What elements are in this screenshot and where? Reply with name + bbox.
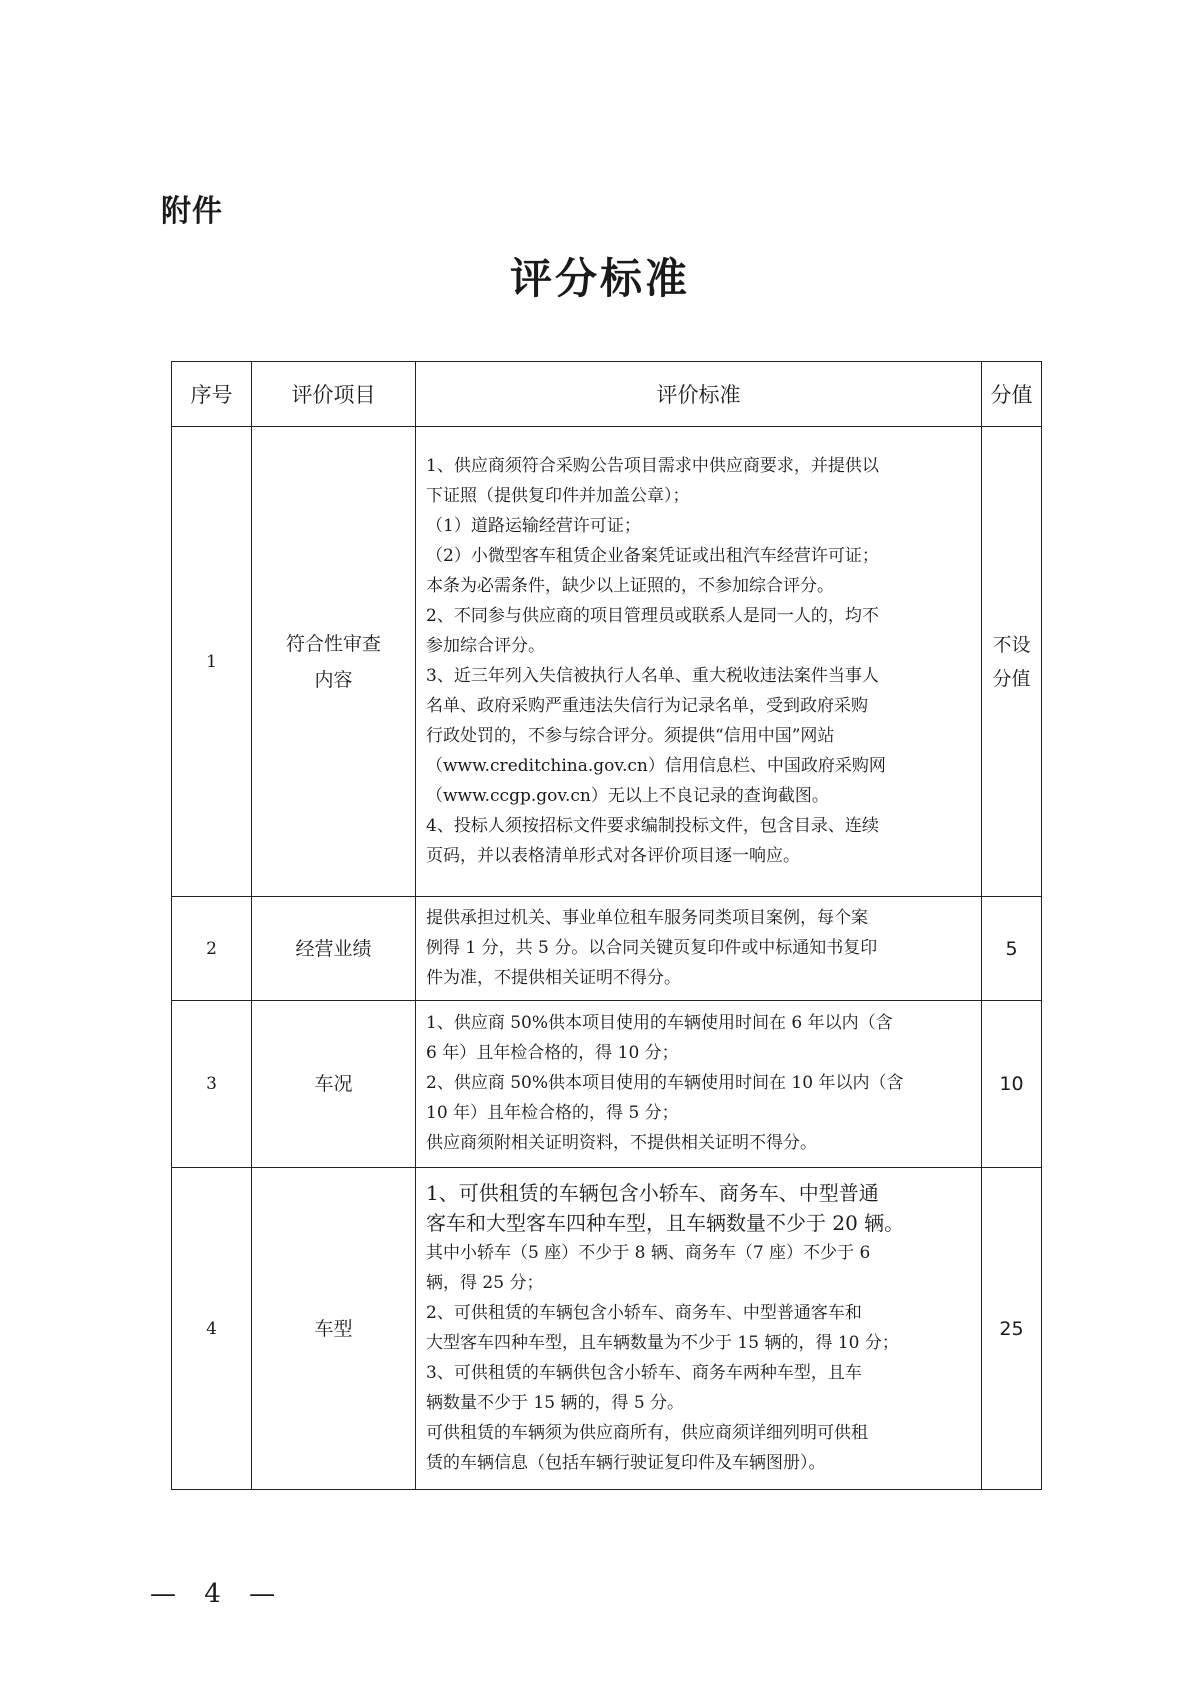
page-number: — 4 —: [150, 1579, 286, 1609]
table-row: [172, 427, 1042, 897]
score-value: [982, 897, 1042, 1001]
criteria-line: 大型客车四种车型，且车辆数量为不少于 15 辆的，得 10 分；: [426, 1332, 899, 1353]
score-line: 25: [999, 1317, 1024, 1340]
row-number: 1: [172, 427, 252, 897]
evaluation-criteria: [416, 427, 982, 897]
item-line: 符合性审查: [285, 632, 381, 655]
row-number: 2: [172, 897, 252, 1001]
criteria-line: 1、供应商须符合采购公告项目需求中供应商要求，并提供以: [426, 455, 879, 476]
table-row: [172, 1168, 1042, 1490]
evaluation-item: [252, 897, 416, 1001]
criteria-line: （www.creditchina.gov.cn）信用信息栏、中国政府采购网: [426, 755, 886, 776]
item-line: 经营业绩: [295, 937, 372, 960]
item-line: 内容: [314, 668, 353, 691]
score-value: [982, 427, 1042, 897]
criteria-line: 名单、政府采购严重违法失信行为记录名单，受到政府采购: [426, 695, 868, 716]
criteria-line: 页码，并以表格清单形式对各评价项目逐一响应。: [426, 845, 800, 866]
item-line: 车况: [314, 1073, 353, 1095]
criteria-line: （2）小微型客车租赁企业备案凭证或出租汽车经营许可证；: [426, 545, 879, 566]
criteria-line: 4、投标人须按招标文件要求编制投标文件，包含目录、连续: [426, 815, 879, 836]
criteria-line: 10 年）且年检合格的，得 5 分；: [426, 1103, 679, 1123]
evaluation-criteria: [416, 1001, 982, 1168]
table-row: [172, 897, 1042, 1001]
score-line: 不设: [992, 633, 1031, 656]
row-number: 3: [172, 1001, 252, 1168]
criteria-line: 辆数量不少于 15 辆的，得 5 分。: [426, 1392, 685, 1413]
criteria-line: 1、可供租赁的车辆包含小轿车、商务车、中型普通: [426, 1180, 879, 1205]
scoring-table: [171, 361, 1042, 1490]
criteria-line: 赁的车辆信息（包括车辆行驶证复印件及车辆图册）。: [426, 1452, 826, 1473]
criteria-line: 6 年）且年检合格的，得 10 分；: [426, 1043, 679, 1063]
criteria-line: 辆，得 25 分；: [426, 1272, 544, 1293]
criteria-line: 提供承担过机关、事业单位租车服务同类项目案例，每个案: [426, 907, 868, 928]
evaluation-criteria: [416, 1168, 982, 1490]
evaluation-criteria: [416, 897, 982, 1001]
criteria-line: 客车和大型客车四种车型，且车辆数量不少于 20 辆。: [426, 1210, 905, 1235]
criteria-line: （1）道路运输经营许可证；: [426, 515, 641, 536]
score-line: 分值: [992, 667, 1031, 690]
score-line: 5: [1005, 937, 1018, 960]
criteria-line: 件为准，不提供相关证明不得分。: [426, 967, 681, 988]
header-score: 分值: [982, 362, 1042, 427]
criteria-line: 可供租赁的车辆须为供应商所有，供应商须详细列明可供租: [426, 1422, 868, 1443]
criteria-line: 本条为必需条件，缺少以上证照的，不参加综合评分。: [426, 575, 834, 596]
criteria-line: 例得 1 分，共 5 分。以合同关键页复印件或中标通知书复印: [426, 937, 878, 958]
criteria-line: 其中小轿车（5 座）不少于 8 辆、商务车（7 座）不少于 6: [426, 1242, 871, 1263]
criteria-line: （www.ccgp.gov.cn）无以上不良记录的查询截图。: [426, 785, 829, 806]
criteria-line: 下证照（提供复印件并加盖公章）；: [426, 485, 690, 506]
criteria-line: 2、可供租赁的车辆包含小轿车、商务车、中型普通客车和: [426, 1302, 862, 1323]
evaluation-item: [252, 1168, 416, 1490]
header-item: 评价项目: [252, 362, 416, 427]
criteria-line: 供应商须附相关证明资料，不提供相关证明不得分。: [426, 1133, 817, 1153]
header-criteria: 评价标准: [416, 362, 982, 427]
row-number: 4: [172, 1168, 252, 1490]
criteria-line: 1、供应商 50%供本项目使用的车辆使用时间在 6 年以内（含: [426, 1013, 893, 1033]
header-no: 序号: [172, 362, 252, 427]
criteria-line: 参加综合评分。: [426, 635, 545, 656]
criteria-line: 行政处罚的，不参与综合评分。须提供“信用中国”网站: [426, 725, 835, 746]
score-line: 10: [999, 1073, 1024, 1095]
criteria-line: 3、可供租赁的车辆供包含小轿车、商务车两种车型，且车: [426, 1362, 862, 1383]
score-value: [982, 1001, 1042, 1168]
evaluation-item: [252, 1001, 416, 1168]
attachment-label: 附件: [161, 194, 223, 229]
table-header-row: [172, 362, 1042, 427]
score-value: [982, 1168, 1042, 1490]
criteria-line: 2、不同参与供应商的项目管理员或联系人是同一人的，均不: [426, 605, 879, 626]
item-line: 车型: [314, 1317, 353, 1340]
evaluation-item: [252, 427, 416, 897]
criteria-line: 2、供应商 50%供本项目使用的车辆使用时间在 10 年以内（含: [426, 1073, 904, 1093]
criteria-line: 3、近三年列入失信被执行人名单、重大税收违法案件当事人: [426, 665, 879, 686]
table-row: [172, 1001, 1042, 1168]
page-title: 评分标准: [509, 254, 690, 303]
